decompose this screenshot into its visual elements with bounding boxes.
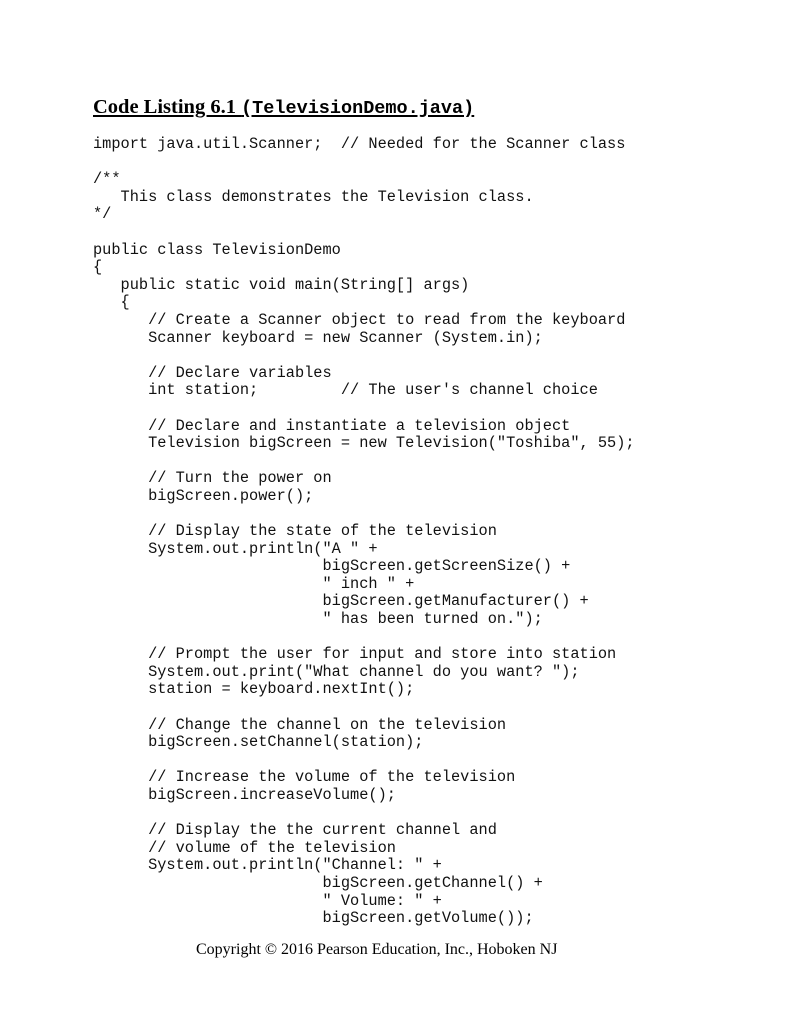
code-line: // Turn the power on [93,469,332,488]
code-line: bigScreen.power(); [93,486,314,505]
code-line [93,629,635,647]
code-line: int station; // The user's channel choice [93,381,598,400]
code-line: // Declare and instantiate a television object [93,416,571,435]
code-line: This class demonstrates the Television class. [93,187,534,206]
code-line: Scanner keyboard = new Scanner (System.in); [93,328,543,347]
code-line [93,699,635,717]
code-line: bigScreen.getChannel() + [93,873,543,892]
code-line: System.out.print("What channel do you want? "); [93,662,580,681]
code-line: /** [93,170,121,189]
code-line: // volume of the television [93,838,396,857]
code-line: System.out.println("A " + [93,539,378,558]
code-line [93,752,635,770]
code-line: bigScreen.getScreenSize() + [93,557,571,576]
code-listing [93,136,635,928]
code-line [93,505,635,523]
code-line: System.out.println("Channel: " + [93,856,442,875]
code-line: { [93,258,103,277]
code-line: station = keyboard.nextInt(); [93,680,415,699]
code-line: // Prompt the user for input and store into station [93,645,617,664]
copyright-footer: Copyright © 2016 Pearson Education, Inc., Hoboken NJ [196,941,558,958]
code-line [93,224,635,242]
code-line: " Volume: " + [93,891,442,910]
page-title [93,93,474,123]
code-line [93,400,635,418]
code-line: // Increase the volume of the television [93,768,516,787]
code-line: // Change the channel on the television [93,715,507,734]
code-line: bigScreen.increaseVolume(); [93,785,396,804]
code-line [93,154,635,172]
code-line: public static void main(String[] args) [93,275,470,294]
code-line: bigScreen.getManufacturer() + [93,592,589,611]
code-line: Television bigScreen = new Television("Toshiba", 55); [93,434,635,453]
code-line: // Display the the current channel and [93,821,497,840]
code-line [93,805,635,823]
title-text: Code Listing 6.1 [93,96,242,118]
code-line: // Display the state of the television [93,522,497,541]
code-line: // Declare variables [93,363,332,382]
code-line: */ [93,205,112,224]
code-line [93,347,635,365]
code-line: public class TelevisionDemo [93,240,341,259]
code-line: // Create a Scanner object to read from the keyboard [93,310,626,329]
code-line: " has been turned on."); [93,610,543,629]
title-filename: (TelevisionDemo.java) [241,98,475,119]
code-line: { [93,293,130,312]
code-line: " inch " + [93,574,415,593]
code-line [93,453,635,471]
code-line: bigScreen.setChannel(station); [93,733,424,752]
code-line: import java.util.Scanner; // Needed for the Scanner class [93,135,626,153]
code-line: bigScreen.getVolume()); [93,909,534,928]
